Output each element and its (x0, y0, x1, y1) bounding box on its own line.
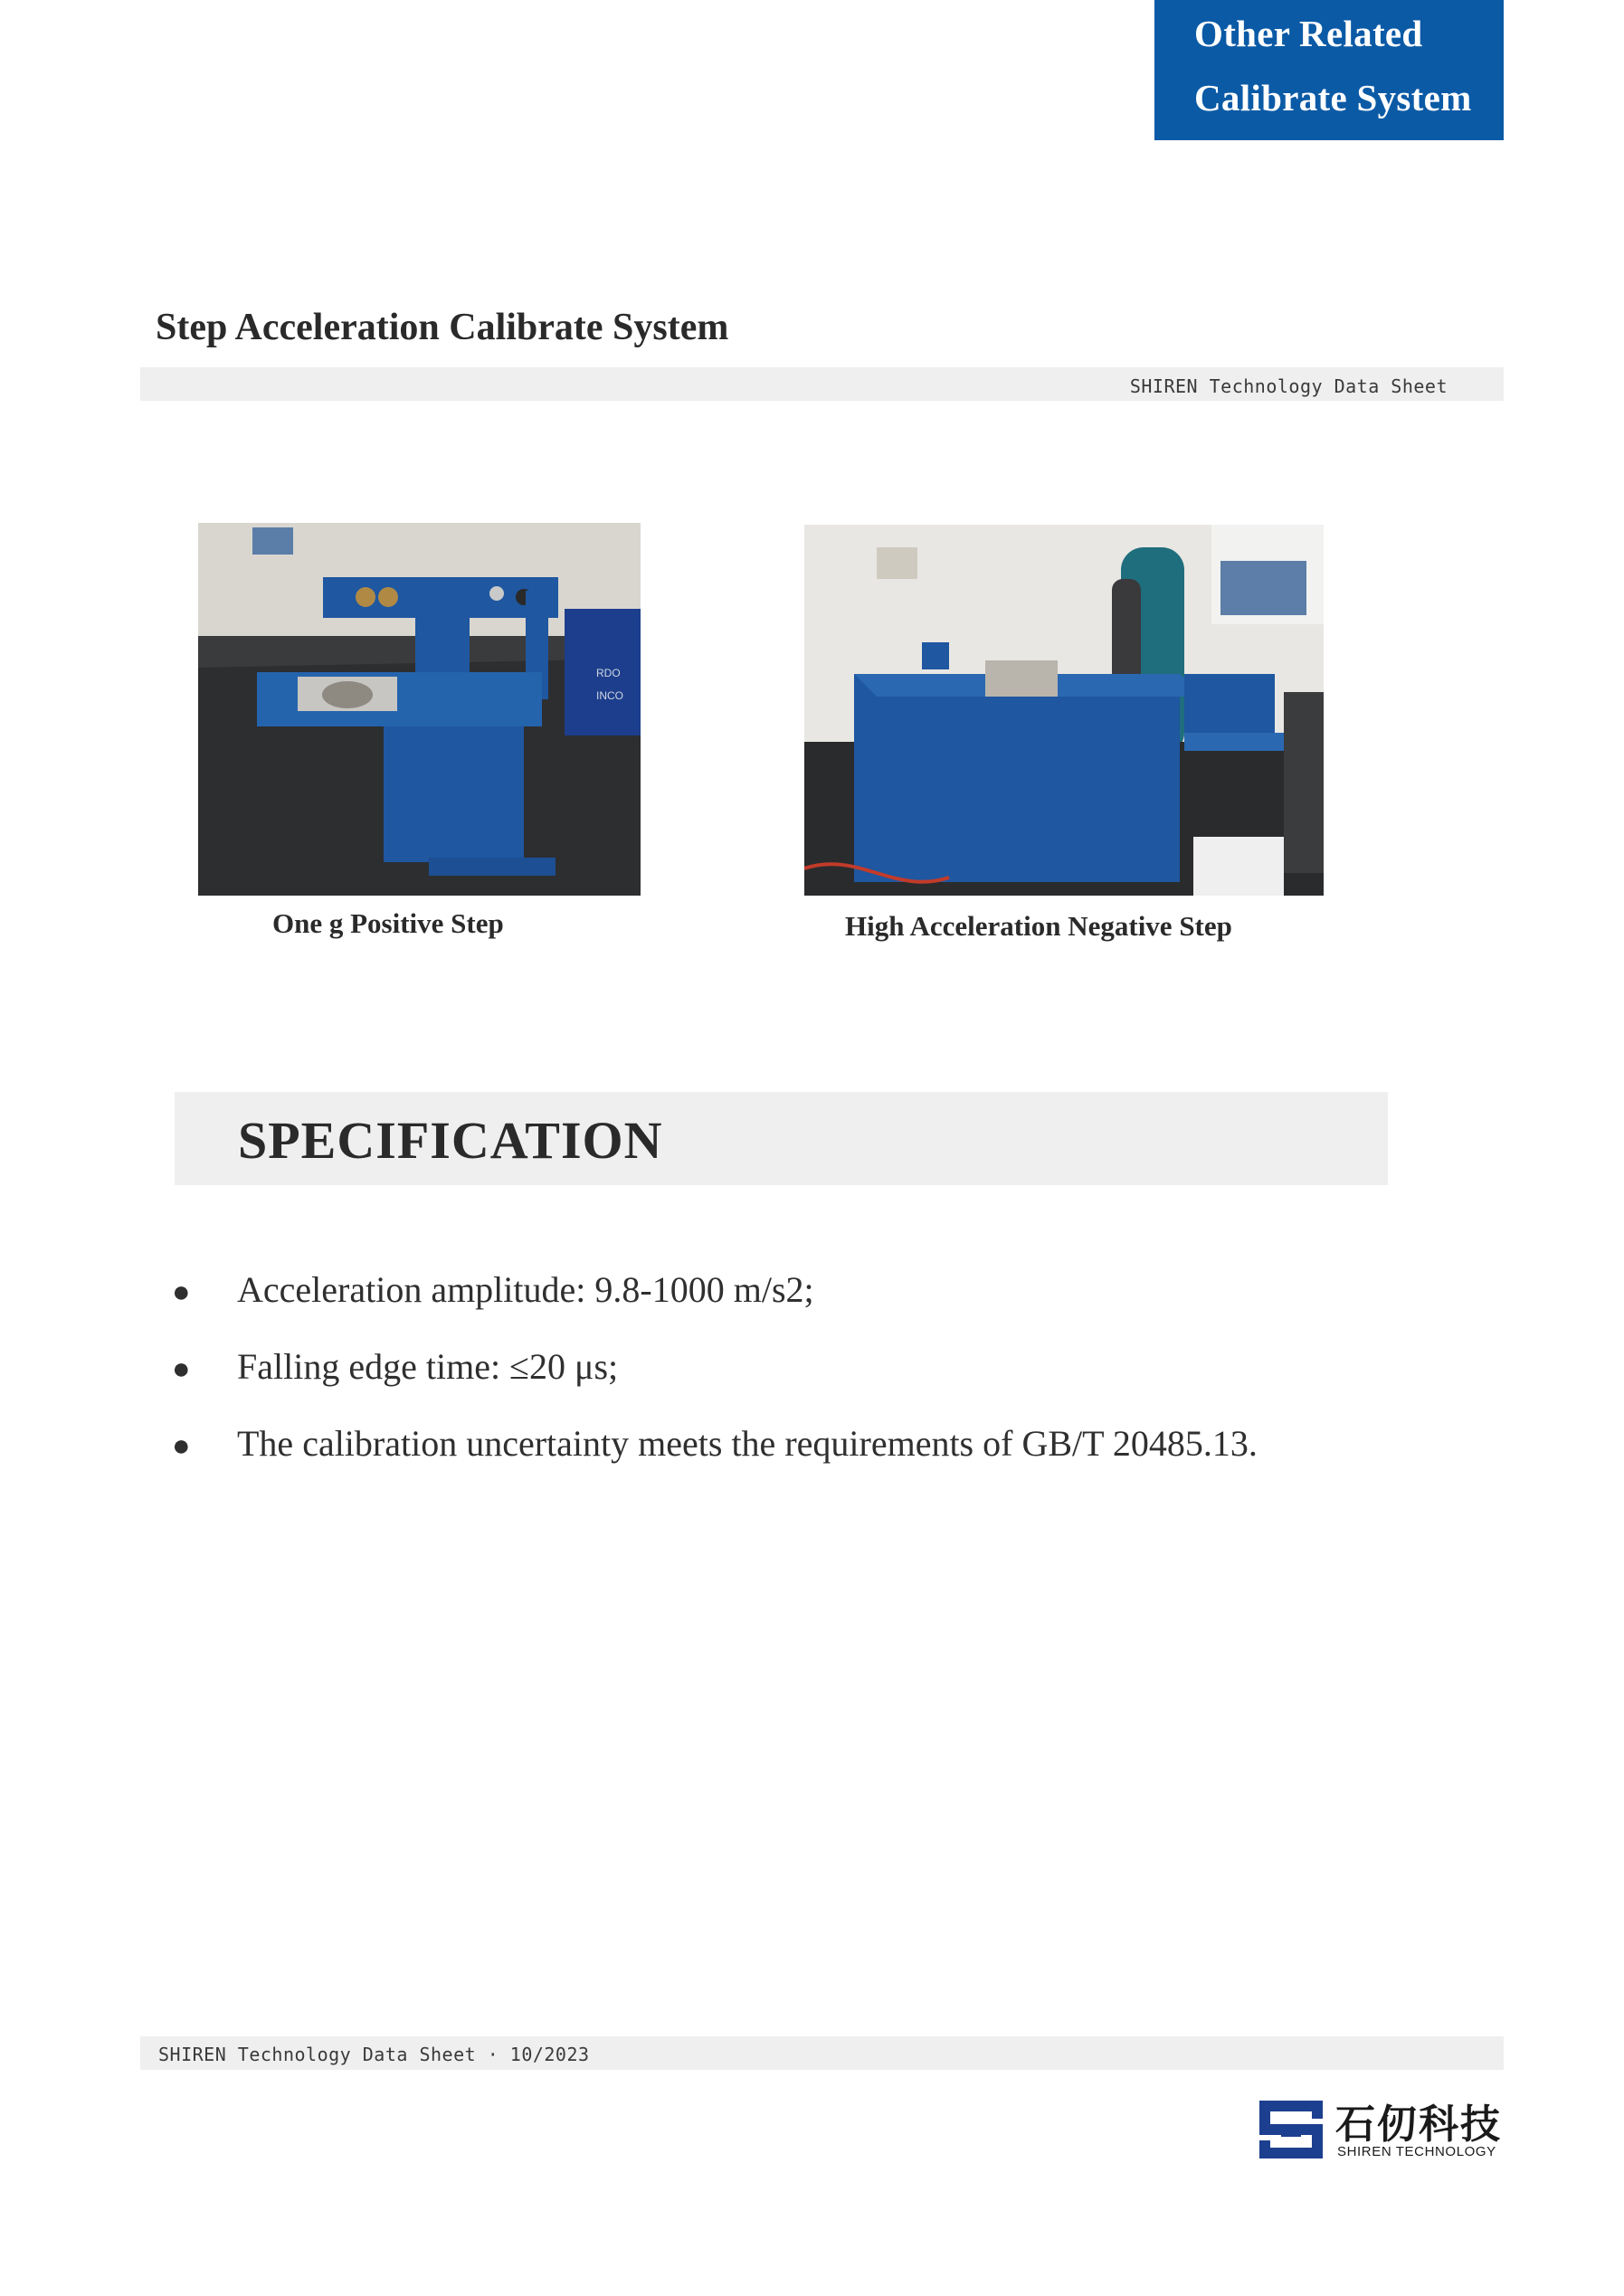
footer-band (140, 2036, 1504, 2070)
header-band (140, 367, 1504, 401)
photo-high-acceleration-negative-step (804, 525, 1324, 896)
spec-item-text: The calibration uncertainty meets the requirements of GB/T 20485.13. (237, 1423, 1258, 1464)
spec-item-text: Acceleration amplitude: 9.8-1000 m/s2; (237, 1269, 814, 1310)
machine-main-body (854, 674, 1180, 882)
photo-caption-1: One g Positive Step (272, 907, 504, 939)
svg-text:RDO: RDO (596, 667, 621, 679)
corner-tab-line2: Calibrate System (1194, 77, 1472, 119)
specification-heading: SPECIFICATION (238, 1111, 663, 1170)
footer-text: SHIREN Technology Data Sheet · 10/2023 (158, 2044, 590, 2065)
shiren-logo (1256, 2097, 1509, 2165)
spec-item-text: Falling edge time: ≤20 μs; (237, 1346, 619, 1387)
section-title: Step Acceleration Calibrate System (156, 307, 729, 348)
header-band-text: SHIREN Technology Data Sheet (1129, 375, 1448, 397)
logo-english-text: SHIREN TECHNOLOGY (1337, 2144, 1496, 2159)
photo-one-g-positive-step (198, 523, 641, 896)
specification-banner (175, 1092, 1388, 1185)
bullet-icon: ● (172, 1429, 191, 1463)
logo-chinese-text: 石仞科技 (1335, 2102, 1502, 2148)
logo-mark-icon (1256, 2097, 1326, 2162)
svg-text:INCO: INCO (596, 689, 623, 702)
corner-tab (1154, 0, 1504, 140)
photo-caption-2: High Acceleration Negative Step (845, 910, 1232, 942)
bullet-icon: ● (172, 1276, 191, 1309)
bullet-icon: ● (172, 1352, 191, 1386)
photo-one-g-graphic (198, 523, 641, 896)
corner-tab-line1: Other Related (1194, 13, 1423, 54)
photo-high-accel-graphic (804, 525, 1324, 896)
